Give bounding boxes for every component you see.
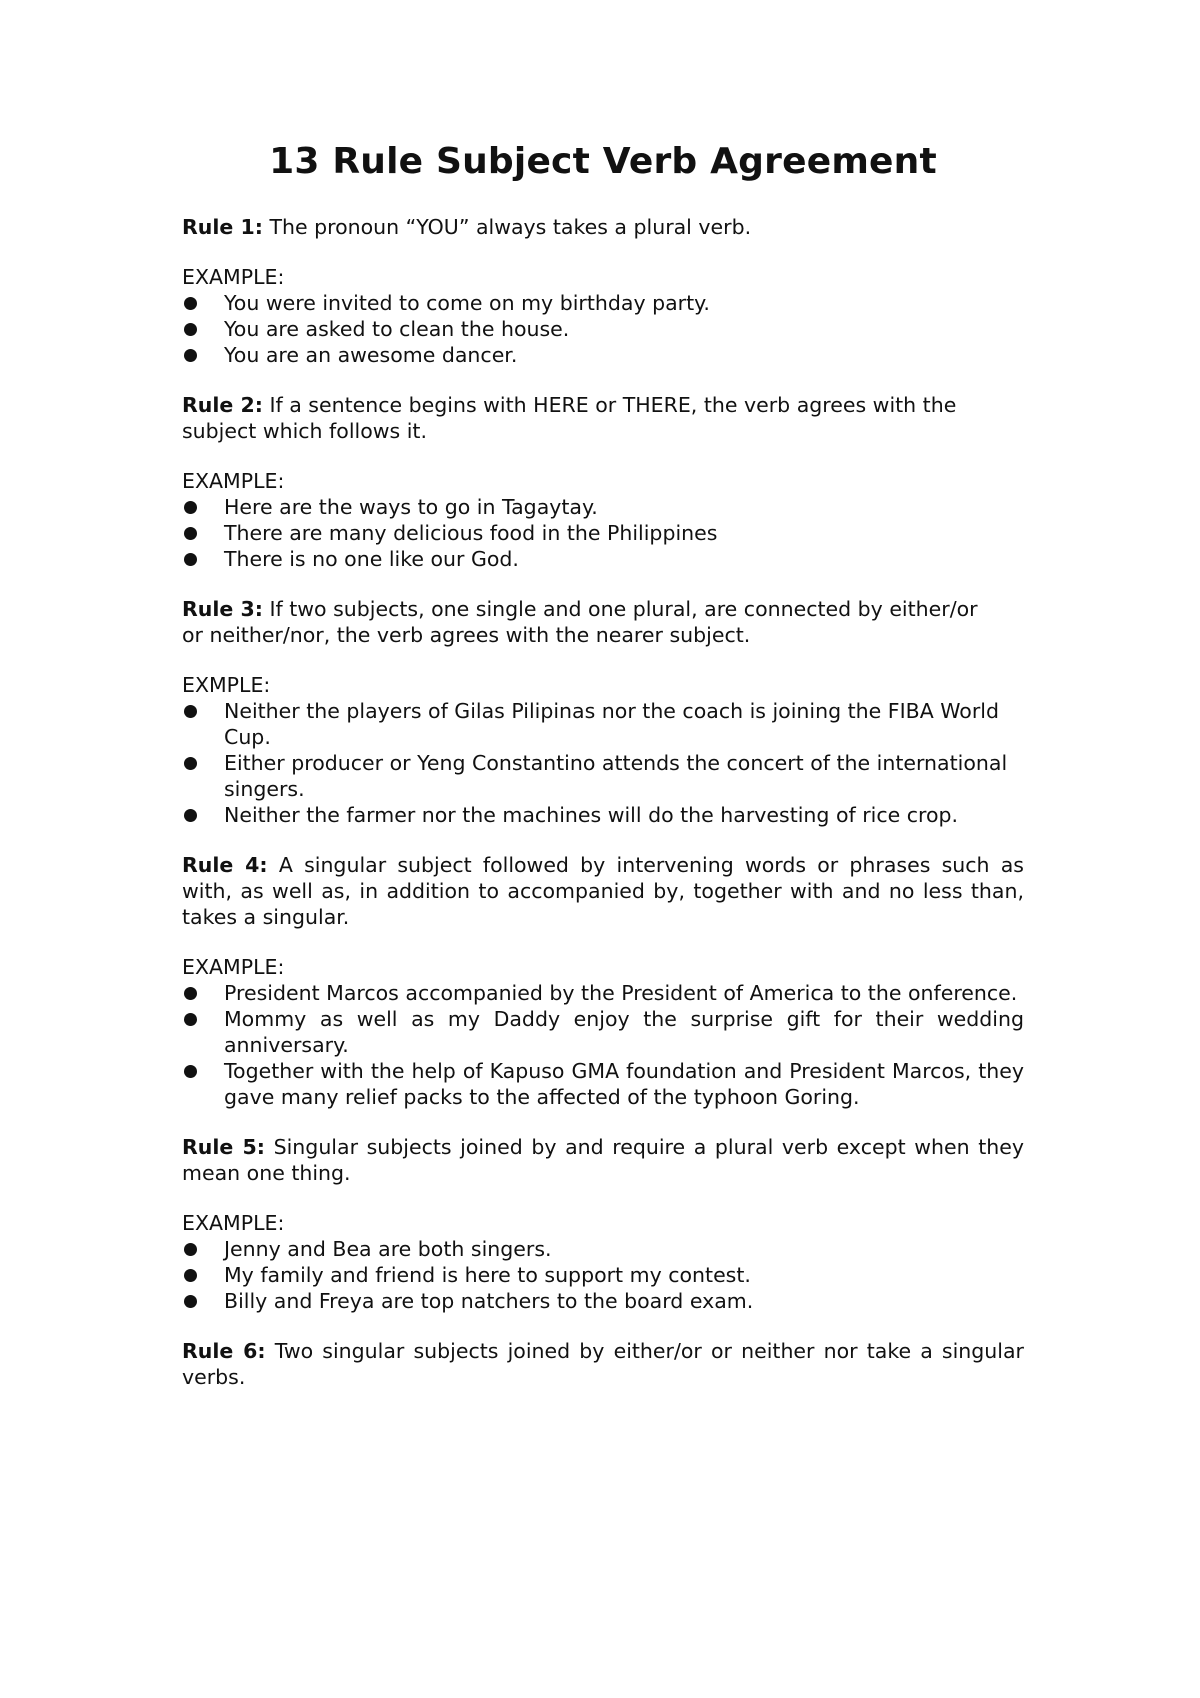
example-text: You are an awesome dancer. [224,343,518,367]
list-item [182,1006,1024,1058]
example-text: Here are the ways to go in Tagaytay. [224,495,598,519]
rule-1-examples [182,290,1024,368]
bullet-icon [184,501,197,514]
example-text: Billy and Freya are top natchers to the board exam. [224,1289,754,1313]
rule-4-label: Rule 4: [182,853,268,877]
rule-4 [182,852,1024,1110]
rule-3 [182,596,1024,828]
rule-6-text [182,1338,1024,1390]
rule-3-text [182,596,1024,622]
rule-5 [182,1134,1024,1314]
bullet-icon [184,527,197,540]
example-text: Jenny and Bea are both singers. [224,1237,552,1261]
rule-1-body: The pronoun “YOU” always takes a plural verb. [262,215,752,239]
list-item [182,1262,1024,1288]
rule-3-body: If two subjects, one single and one plural, are connected by either/or [262,597,978,621]
bullet-icon [184,553,197,566]
list-item [182,520,1024,546]
rule-2 [182,392,1024,572]
example-text: Mommy as well as my Daddy enjoy the surprise gift for their wedding anniversary. [224,1007,1024,1057]
rule-1-example-label: EXAMPLE: [182,265,285,289]
rule-5-label: Rule 5: [182,1135,265,1159]
page-title: 13 Rule Subject Verb Agreement [269,141,937,182]
list-item [182,698,1024,750]
list-item [182,750,1024,802]
example-text: There is no one like our God. [224,547,519,571]
rule-3-examples [182,698,1024,828]
rule-5-example-label: EXAMPLE: [182,1211,285,1235]
list-item [182,290,1024,316]
rule-4-text [182,852,1024,930]
rule-4-example-label: EXAMPLE: [182,955,285,979]
rule-2-examples [182,494,1024,572]
bullet-icon [184,809,197,822]
rule-2-body: If a sentence begins with HERE or THERE, the verb agrees with the subject which follows it. [182,393,957,443]
rule-4-body: A singular subject followed by intervening words or phrases such as with, as well as, in addition to accompanied by, together with and no less than, takes a singular. [182,853,1024,929]
example-text: Either producer or Yeng Constantino attends the concert of the international singers. [224,751,1008,801]
rule-6-label: Rule 6: [182,1339,266,1363]
rule-1-text [182,214,1024,240]
rule-4-examples [182,980,1024,1110]
rule-3-text-continued: or neither/nor, the verb agrees with the nearer subject. [182,623,751,647]
bullet-icon [184,1243,197,1256]
list-item [182,1236,1024,1262]
rule-6 [182,1338,1024,1390]
bullet-icon [184,1065,197,1078]
list-item [182,342,1024,368]
rule-1-label: Rule 1: [182,215,263,239]
bullet-icon [184,1013,197,1026]
rule-5-body: Singular subjects joined by and require a plural verb except when they mean one thing. [182,1135,1024,1185]
list-item [182,1288,1024,1314]
example-text: Together with the help of Kapuso GMA foundation and President Marcos, they gave many relief packs to the affected of the typhoon Goring. [224,1059,1024,1109]
list-item [182,1058,1024,1110]
rule-1 [182,214,1024,368]
example-text: There are many delicious food in the Philippines [224,521,718,545]
bullet-icon [184,1295,197,1308]
example-text: President Marcos accompanied by the President of America to the onference. [224,981,1018,1005]
bullet-icon [184,987,197,1000]
rule-2-label: Rule 2: [182,393,263,417]
rule-5-examples [182,1236,1024,1314]
bullet-icon [184,705,197,718]
rule-3-label: Rule 3: [182,597,263,621]
bullet-icon [184,297,197,310]
example-text: Neither the farmer nor the machines will do the harvesting of rice crop. [224,803,959,827]
list-item [182,546,1024,572]
example-text: You are asked to clean the house. [224,317,570,341]
list-item [182,494,1024,520]
rule-3-example-label: EXMPLE: [182,673,271,697]
rule-2-text [182,392,1024,444]
example-text: You were invited to come on my birthday party. [224,291,710,315]
example-text: My family and friend is here to support my contest. [224,1263,751,1287]
bullet-icon [184,1269,197,1282]
rule-2-example-label: EXAMPLE: [182,469,285,493]
bullet-icon [184,323,197,336]
list-item [182,980,1024,1006]
document-page [182,140,1024,1414]
list-item [182,316,1024,342]
example-text: Neither the players of Gilas Pilipinas nor the coach is joining the FIBA World Cup. [224,699,999,749]
bullet-icon [184,349,197,362]
rule-5-text [182,1134,1024,1186]
list-item [182,802,1024,828]
rule-6-body: Two singular subjects joined by either/or or neither nor take a singular verbs. [182,1339,1024,1389]
bullet-icon [184,757,197,770]
